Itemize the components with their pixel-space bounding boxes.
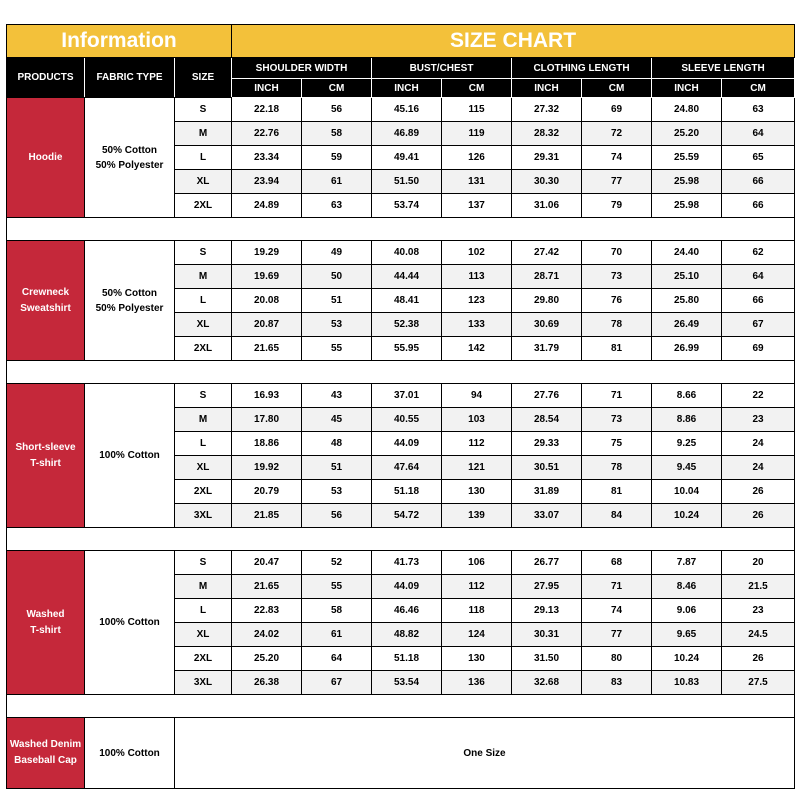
measurement-cell: 10.24 [652, 647, 722, 671]
measurement-cell: 81 [582, 480, 652, 504]
measurement-cell: 67 [302, 671, 372, 695]
measurement-cell: 112 [442, 575, 512, 599]
size-cell: M [175, 575, 232, 599]
measurement-cell: 10.04 [652, 480, 722, 504]
title-band [7, 25, 795, 58]
measurement-cell: 58 [302, 599, 372, 623]
measurement-cell: 84 [582, 504, 652, 528]
measurement-cell: 64 [722, 122, 795, 146]
measurement-cell: 45 [302, 408, 372, 432]
one-size-cell: One Size [175, 718, 795, 789]
measurement-cell: 133 [442, 313, 512, 337]
measurement-cell: 139 [442, 504, 512, 528]
size-cell: 2XL [175, 647, 232, 671]
measurement-cell: 55 [302, 337, 372, 361]
size-cell: 3XL [175, 671, 232, 695]
measurement-cell: 26 [722, 647, 795, 671]
measurement-cell: 63 [722, 98, 795, 122]
cell-line: T-shirt [30, 624, 61, 636]
cell-line: T-shirt [30, 457, 61, 469]
measurement-cell: 28.32 [512, 122, 582, 146]
cell-line: Sweatshirt [20, 302, 71, 314]
measurement-cell: 27.32 [512, 98, 582, 122]
measurement-cell: 33.07 [512, 504, 582, 528]
measurement-cell: 53.54 [372, 671, 442, 695]
measurement-cell: 50 [302, 265, 372, 289]
measurement-cell: 71 [582, 384, 652, 408]
measurement-cell: 22 [722, 384, 795, 408]
unit-inch-header: INCH [512, 79, 582, 98]
measurement-cell: 49 [302, 241, 372, 265]
measurement-cell: 23 [722, 599, 795, 623]
unit-cm-header: CM [582, 79, 652, 98]
measurement-cell: 28.54 [512, 408, 582, 432]
measurement-cell: 30.51 [512, 456, 582, 480]
measurement-cell: 9.06 [652, 599, 722, 623]
measurement-cell: 27.42 [512, 241, 582, 265]
unit-cm-header: CM [722, 79, 795, 98]
measurement-cell: 20.08 [232, 289, 302, 313]
size-cell: XL [175, 313, 232, 337]
size-cell: L [175, 146, 232, 170]
measurement-cell: 40.55 [372, 408, 442, 432]
size-chart-title: SIZE CHART [232, 25, 795, 58]
measurement-cell: 24.5 [722, 623, 795, 647]
measurement-cell: 64 [302, 647, 372, 671]
spacer-cell [7, 361, 795, 384]
measurement-cell: 55.95 [372, 337, 442, 361]
measurement-cell: 75 [582, 432, 652, 456]
measurement-cell: 55 [302, 575, 372, 599]
measurement-cell: 73 [582, 408, 652, 432]
measurement-cell: 21.65 [232, 575, 302, 599]
cell-line: 50% Cotton [102, 287, 157, 299]
measurement-cell: 53 [302, 313, 372, 337]
measurement-cell: 27.5 [722, 671, 795, 695]
cell-line: 50% Polyester [95, 302, 164, 314]
measurement-cell: 53 [302, 480, 372, 504]
measurement-cell: 126 [442, 146, 512, 170]
measurement-cell: 24.89 [232, 194, 302, 218]
measurement-cell: 54.72 [372, 504, 442, 528]
table-row [7, 551, 795, 575]
fabric-type-cell [85, 98, 175, 218]
unit-cm-header: CM [442, 79, 512, 98]
measurement-cell: 40.08 [372, 241, 442, 265]
measurement-cell: 94 [442, 384, 512, 408]
product-name-cell [7, 718, 85, 789]
measurement-cell: 10.83 [652, 671, 722, 695]
table-row [7, 241, 795, 265]
measurement-cell: 30.31 [512, 623, 582, 647]
table-row [7, 718, 795, 789]
measurement-cell: 22.83 [232, 599, 302, 623]
shoulder-width-header: SHOULDER WIDTH [232, 58, 372, 79]
cell-line: Baseball Cap [14, 755, 77, 766]
measurement-cell: 32.68 [512, 671, 582, 695]
fabric-type-cell [85, 551, 175, 695]
measurement-cell: 131 [442, 170, 512, 194]
spacer-cell [7, 218, 795, 241]
table-row [7, 384, 795, 408]
measurement-cell: 10.24 [652, 504, 722, 528]
measurement-cell: 70 [582, 241, 652, 265]
measurement-cell: 118 [442, 599, 512, 623]
measurement-cell: 52 [302, 551, 372, 575]
measurement-cell: 102 [442, 241, 512, 265]
measurement-cell: 29.33 [512, 432, 582, 456]
measurement-cell: 21.85 [232, 504, 302, 528]
measurement-cell: 25.98 [652, 170, 722, 194]
measurement-cell: 25.20 [232, 647, 302, 671]
size-cell: M [175, 408, 232, 432]
measurement-cell: 23.94 [232, 170, 302, 194]
measurement-cell: 25.10 [652, 265, 722, 289]
measurement-cell: 25.20 [652, 122, 722, 146]
measurement-cell: 48 [302, 432, 372, 456]
measurement-cell: 112 [442, 432, 512, 456]
bust-chest-header: BUST/CHEST [372, 58, 512, 79]
product-name-cell [7, 98, 85, 218]
measurement-cell: 130 [442, 480, 512, 504]
measurement-cell: 80 [582, 647, 652, 671]
fabric-type-cell [85, 718, 175, 789]
cell-line: Hoodie [28, 151, 63, 163]
measurement-cell: 8.46 [652, 575, 722, 599]
measurement-cell: 9.25 [652, 432, 722, 456]
size-cell: 2XL [175, 194, 232, 218]
measurement-cell: 123 [442, 289, 512, 313]
products-header: PRODUCTS [7, 58, 85, 98]
unit-cm-header: CM [302, 79, 372, 98]
measurement-cell: 8.66 [652, 384, 722, 408]
product-name-cell [7, 384, 85, 528]
measurement-cell: 22.18 [232, 98, 302, 122]
size-cell: 2XL [175, 480, 232, 504]
measurement-cell: 78 [582, 313, 652, 337]
measurement-cell: 24 [722, 456, 795, 480]
measurement-cell: 51.18 [372, 480, 442, 504]
measurement-cell: 51.18 [372, 647, 442, 671]
sleeve-length-header: SLEEVE LENGTH [652, 58, 795, 79]
cell-line: 100% Cotton [99, 617, 160, 628]
measurement-cell: 59 [302, 146, 372, 170]
measurement-cell: 44.09 [372, 432, 442, 456]
measurement-cell: 76 [582, 289, 652, 313]
measurement-cell: 16.93 [232, 384, 302, 408]
unit-inch-header: INCH [372, 79, 442, 98]
measurement-cell: 63 [302, 194, 372, 218]
size-cell: XL [175, 623, 232, 647]
measurement-cell: 51.50 [372, 170, 442, 194]
measurement-cell: 37.01 [372, 384, 442, 408]
measurement-cell: 69 [722, 337, 795, 361]
measurement-cell: 44.09 [372, 575, 442, 599]
measurement-cell: 74 [582, 599, 652, 623]
measurement-cell: 56 [302, 504, 372, 528]
measurement-cell: 26.49 [652, 313, 722, 337]
measurement-cell: 17.80 [232, 408, 302, 432]
measurement-cell: 67 [722, 313, 795, 337]
measurement-cell: 51 [302, 289, 372, 313]
size-header: SIZE [175, 58, 232, 98]
measurement-cell: 48.41 [372, 289, 442, 313]
measurement-cell: 41.73 [372, 551, 442, 575]
spacer-cell [7, 695, 795, 718]
size-cell: M [175, 265, 232, 289]
measurement-cell: 26 [722, 504, 795, 528]
measurement-cell: 69 [582, 98, 652, 122]
measurement-cell: 31.06 [512, 194, 582, 218]
measurement-cell: 72 [582, 122, 652, 146]
measurement-cell: 73 [582, 265, 652, 289]
cell-line: Crewneck [21, 286, 70, 298]
spacer-row [7, 528, 795, 551]
measurement-cell: 22.76 [232, 122, 302, 146]
size-cell: XL [175, 456, 232, 480]
measurement-cell: 27.76 [512, 384, 582, 408]
size-cell: S [175, 384, 232, 408]
measurement-cell: 61 [302, 170, 372, 194]
size-cell: S [175, 241, 232, 265]
table-row [7, 98, 795, 122]
measurement-cell: 7.87 [652, 551, 722, 575]
measurement-cell: 28.71 [512, 265, 582, 289]
measurement-cell: 52.38 [372, 313, 442, 337]
size-cell: 3XL [175, 504, 232, 528]
measurement-cell: 51 [302, 456, 372, 480]
measurement-cell: 74 [582, 146, 652, 170]
measurement-cell: 26.99 [652, 337, 722, 361]
measurement-cell: 71 [582, 575, 652, 599]
measurement-cell: 124 [442, 623, 512, 647]
measurement-cell: 30.30 [512, 170, 582, 194]
product-name-cell [7, 241, 85, 361]
measurement-cell: 19.92 [232, 456, 302, 480]
measurement-cell: 64 [722, 265, 795, 289]
measurement-cell: 9.45 [652, 456, 722, 480]
product-name-cell [7, 551, 85, 695]
spacer-row [7, 695, 795, 718]
measurement-cell: 48.82 [372, 623, 442, 647]
cell-line: 100% Cotton [99, 747, 160, 759]
cell-line: Washed [26, 608, 65, 620]
measurement-cell: 24.80 [652, 98, 722, 122]
fabric-type-cell [85, 241, 175, 361]
size-chart-table [6, 24, 795, 789]
information-title: Information [7, 25, 232, 58]
measurement-cell: 61 [302, 623, 372, 647]
measurement-cell: 130 [442, 647, 512, 671]
spacer-cell [7, 528, 795, 551]
measurement-cell: 46.89 [372, 122, 442, 146]
measurement-cell: 27.95 [512, 575, 582, 599]
measurement-cell: 136 [442, 671, 512, 695]
measurement-cell: 26.38 [232, 671, 302, 695]
measurement-cell: 20 [722, 551, 795, 575]
size-cell: M [175, 122, 232, 146]
measurement-cell: 81 [582, 337, 652, 361]
measurement-cell: 23 [722, 408, 795, 432]
measurement-cell: 31.50 [512, 647, 582, 671]
measurement-cell: 25.80 [652, 289, 722, 313]
measurement-cell: 26.77 [512, 551, 582, 575]
measurement-cell: 103 [442, 408, 512, 432]
cell-line: Washed Denim [9, 739, 82, 750]
measurement-cell: 18.86 [232, 432, 302, 456]
measurement-cell: 46.46 [372, 599, 442, 623]
measurement-cell: 8.86 [652, 408, 722, 432]
measurement-cell: 53.74 [372, 194, 442, 218]
measurement-cell: 68 [582, 551, 652, 575]
cell-line: Short-sleeve [15, 441, 76, 453]
measurement-cell: 24.02 [232, 623, 302, 647]
measurement-cell: 30.69 [512, 313, 582, 337]
header-row-groups [7, 58, 795, 79]
measurement-cell: 66 [722, 170, 795, 194]
measurement-cell: 62 [722, 241, 795, 265]
measurement-cell: 29.31 [512, 146, 582, 170]
measurement-cell: 66 [722, 194, 795, 218]
measurement-cell: 21.5 [722, 575, 795, 599]
size-cell: XL [175, 170, 232, 194]
measurement-cell: 26 [722, 480, 795, 504]
measurement-cell: 58 [302, 122, 372, 146]
measurement-cell: 78 [582, 456, 652, 480]
measurement-cell: 115 [442, 98, 512, 122]
unit-inch-header: INCH [232, 79, 302, 98]
measurement-cell: 45.16 [372, 98, 442, 122]
measurement-cell: 83 [582, 671, 652, 695]
measurement-cell: 49.41 [372, 146, 442, 170]
fabric-type-header: FABRIC TYPE [85, 58, 175, 98]
size-cell: L [175, 599, 232, 623]
measurement-cell: 25.59 [652, 146, 722, 170]
measurement-cell: 20.79 [232, 480, 302, 504]
measurement-cell: 25.98 [652, 194, 722, 218]
measurement-cell: 23.34 [232, 146, 302, 170]
measurement-cell: 56 [302, 98, 372, 122]
measurement-cell: 113 [442, 265, 512, 289]
cell-line: 50% Polyester [95, 159, 164, 171]
spacer-row [7, 361, 795, 384]
measurement-cell: 24.40 [652, 241, 722, 265]
size-cell: S [175, 551, 232, 575]
size-cell: L [175, 432, 232, 456]
measurement-cell: 66 [722, 289, 795, 313]
measurement-cell: 20.47 [232, 551, 302, 575]
measurement-cell: 29.80 [512, 289, 582, 313]
cell-line: 100% Cotton [99, 450, 160, 461]
measurement-cell: 9.65 [652, 623, 722, 647]
measurement-cell: 29.13 [512, 599, 582, 623]
measurement-cell: 106 [442, 551, 512, 575]
fabric-type-cell [85, 384, 175, 528]
measurement-cell: 77 [582, 623, 652, 647]
measurement-cell: 142 [442, 337, 512, 361]
measurement-cell: 20.87 [232, 313, 302, 337]
measurement-cell: 21.65 [232, 337, 302, 361]
measurement-cell: 79 [582, 194, 652, 218]
measurement-cell: 44.44 [372, 265, 442, 289]
clothing-length-header: CLOTHING LENGTH [512, 58, 652, 79]
measurement-cell: 31.89 [512, 480, 582, 504]
spacer-row [7, 218, 795, 241]
cell-line: 50% Cotton [102, 144, 157, 156]
unit-inch-header: INCH [652, 79, 722, 98]
measurement-cell: 19.29 [232, 241, 302, 265]
size-cell: 2XL [175, 337, 232, 361]
measurement-cell: 19.69 [232, 265, 302, 289]
size-cell: S [175, 98, 232, 122]
measurement-cell: 77 [582, 170, 652, 194]
measurement-cell: 121 [442, 456, 512, 480]
measurement-cell: 119 [442, 122, 512, 146]
size-cell: L [175, 289, 232, 313]
measurement-cell: 31.79 [512, 337, 582, 361]
measurement-cell: 65 [722, 146, 795, 170]
measurement-cell: 47.64 [372, 456, 442, 480]
measurement-cell: 43 [302, 384, 372, 408]
measurement-cell: 137 [442, 194, 512, 218]
measurement-cell: 24 [722, 432, 795, 456]
